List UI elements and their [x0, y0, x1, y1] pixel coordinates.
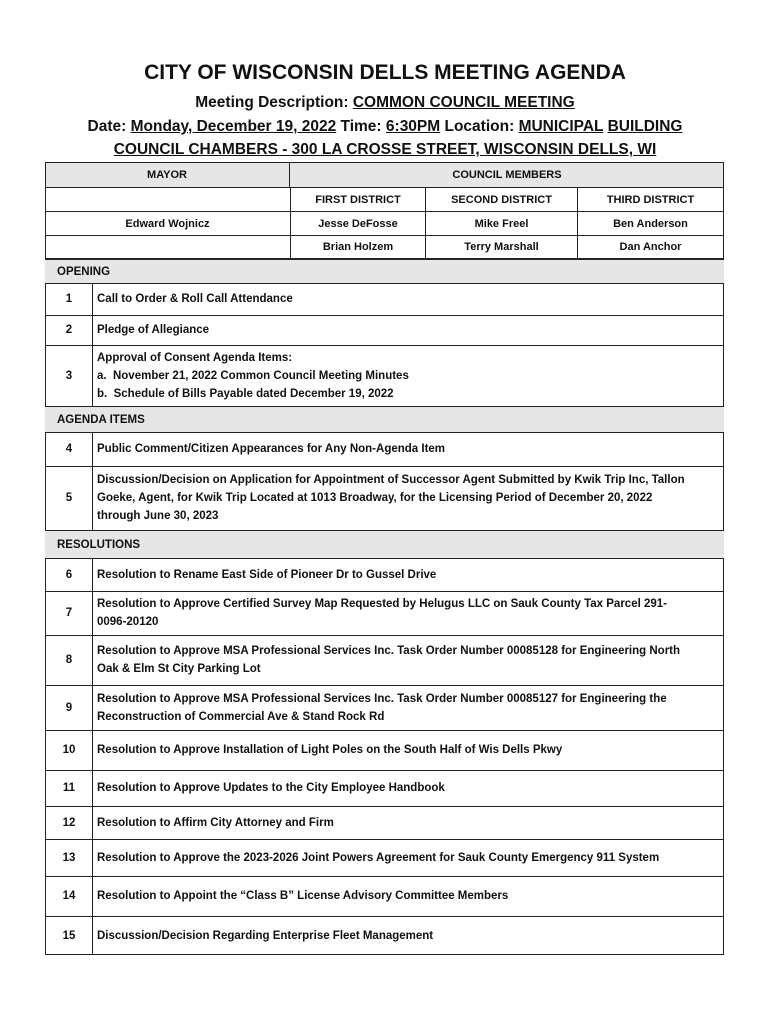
- council-member: Brian Holzem: [290, 236, 425, 259]
- time-label: Time:: [340, 118, 382, 135]
- item-text: [93, 315, 724, 345]
- item-text: [93, 876, 724, 916]
- location-label: Location:: [444, 118, 515, 135]
- item-number: 2: [65, 324, 73, 336]
- item-text-line: Resolution to Approve Installation of Light Poles on the South Half of Wis Dells Pkwy: [97, 744, 563, 756]
- item-text-line: Resolution to Appoint the “Class B” License Advisory Committee Members: [97, 890, 509, 902]
- item-text-line: Public Comment/Citizen Appearances for Any Non-Agenda Item: [97, 443, 446, 455]
- page-title: CITY OF WISCONSIN DELLS MEETING AGENDA: [144, 61, 626, 84]
- item-text: [93, 345, 724, 406]
- item-text-line: Discussion/Decision Regarding Enterprise Fleet Management: [97, 929, 434, 942]
- meeting-description: [0, 94, 770, 112]
- location-value-a: MUNICIPAL: [518, 118, 604, 135]
- council-member: Dan Anchor: [577, 236, 724, 259]
- location-address: COUNCIL CHAMBERS - 300 LA CROSSE STREET, WISCONSIN DELLS, WI: [113, 141, 657, 158]
- item-number: 6: [65, 568, 73, 581]
- item-text: [93, 432, 724, 466]
- item-text: [93, 591, 724, 635]
- item-text-line: Discussion/Decision on Application for Appointment of Successor Agent Submitted by Kwik Trip Inc, Tallon: [97, 474, 685, 486]
- item-number: 9: [65, 701, 73, 714]
- location-value-b: BUILDING: [607, 118, 683, 135]
- item-number: 5: [65, 492, 73, 504]
- item-text-line: Resolution to Approve Certified Survey Map Requested by Helugus LLC on Sauk County Tax Parcel 291-: [97, 598, 667, 610]
- item-text-line: Reconstruction of Commercial Ave & Stand Rock Rd: [97, 710, 385, 723]
- item-text: [93, 806, 724, 839]
- district-header-first: FIRST DISTRICT: [290, 188, 425, 212]
- item-number: 4: [65, 443, 73, 455]
- item-number: 12: [62, 816, 76, 829]
- item-text-line: Call to Order & Roll Call Attendance: [97, 293, 293, 305]
- item-text-line: Resolution to Rename East Side of Pioneer Dr to Gussel Drive: [97, 568, 437, 581]
- council-member: Terry Marshall: [425, 236, 577, 259]
- item-text-line: Resolution to Approve MSA Professional Services Inc. Task Order Number 00085128 for Engineering North: [97, 645, 681, 657]
- item-text-line: Approval of Consent Agenda Items:: [97, 351, 293, 364]
- item-number: 15: [62, 929, 76, 942]
- item-number: 10: [62, 744, 76, 756]
- item-text-line: 0096-20120: [97, 616, 159, 628]
- section-header-opening: OPENING: [45, 260, 724, 283]
- item-text-line: Resolution to Approve Updates to the City Employee Handbook: [97, 782, 445, 794]
- item-text: [93, 730, 724, 770]
- mayor-divider: [45, 235, 290, 236]
- item-text: [93, 466, 724, 530]
- meeting-description-value: COMMON COUNCIL MEETING: [352, 94, 575, 111]
- date-label: Date:: [87, 118, 127, 135]
- item-number: 14: [62, 890, 76, 902]
- item-number: 13: [62, 851, 76, 864]
- item-number: 8: [65, 654, 73, 666]
- item-text: [93, 283, 724, 315]
- item-number: 3: [65, 369, 73, 382]
- item-text-line: a. November 21, 2022 Common Council Meeting Minutes: [97, 369, 409, 382]
- meeting-description-label: Meeting Description:: [195, 94, 349, 111]
- item-text: [93, 916, 724, 955]
- time-value: 6:30PM: [385, 118, 441, 135]
- section-header-agenda: AGENDA ITEMS: [45, 407, 724, 432]
- item-number: 7: [65, 607, 73, 619]
- meeting-date-line: [0, 118, 770, 136]
- item-text-line: Resolution to Affirm City Attorney and Firm: [97, 816, 334, 829]
- item-text-line: through June 30, 2023: [97, 510, 219, 522]
- district-header-second: SECOND DISTRICT: [425, 188, 577, 212]
- item-text: [93, 770, 724, 806]
- item-text-line: Resolution to Approve the 2023-2026 Joint Powers Agreement for Sauk County Emergency 911 System: [97, 851, 660, 864]
- item-text: [93, 839, 724, 876]
- district-header-third: THIRD DISTRICT: [577, 188, 724, 212]
- item-text-line: Goeke, Agent, for Kwik Trip Located at 1013 Broadway, for the Licensing Period of December 20, 2022: [97, 492, 653, 504]
- item-text-line: Pledge of Allegiance: [97, 324, 210, 336]
- item-text-line: Oak & Elm St City Parking Lot: [97, 663, 261, 675]
- item-text: [93, 635, 724, 685]
- section-header-resolutions: RESOLUTIONS: [45, 531, 724, 558]
- mayor-header: MAYOR: [45, 162, 290, 188]
- item-number: 1: [65, 293, 73, 305]
- item-text: [93, 685, 724, 730]
- council-member: Ben Anderson: [577, 212, 724, 236]
- item-text-line: b. Schedule of Bills Payable dated December 19, 2022: [97, 387, 394, 400]
- council-member: Jesse DeFosse: [290, 212, 425, 236]
- item-number: 11: [62, 782, 76, 794]
- council-members-header: COUNCIL MEMBERS: [290, 162, 724, 188]
- date-value: Monday, December 19, 2022: [130, 118, 337, 135]
- council-member: Mike Freel: [425, 212, 577, 236]
- mayor-name: Edward Wojnicz: [125, 217, 210, 230]
- item-text: [93, 558, 724, 591]
- item-text-line: Resolution to Approve MSA Professional Services Inc. Task Order Number 00085127 for Engineering the: [97, 692, 667, 705]
